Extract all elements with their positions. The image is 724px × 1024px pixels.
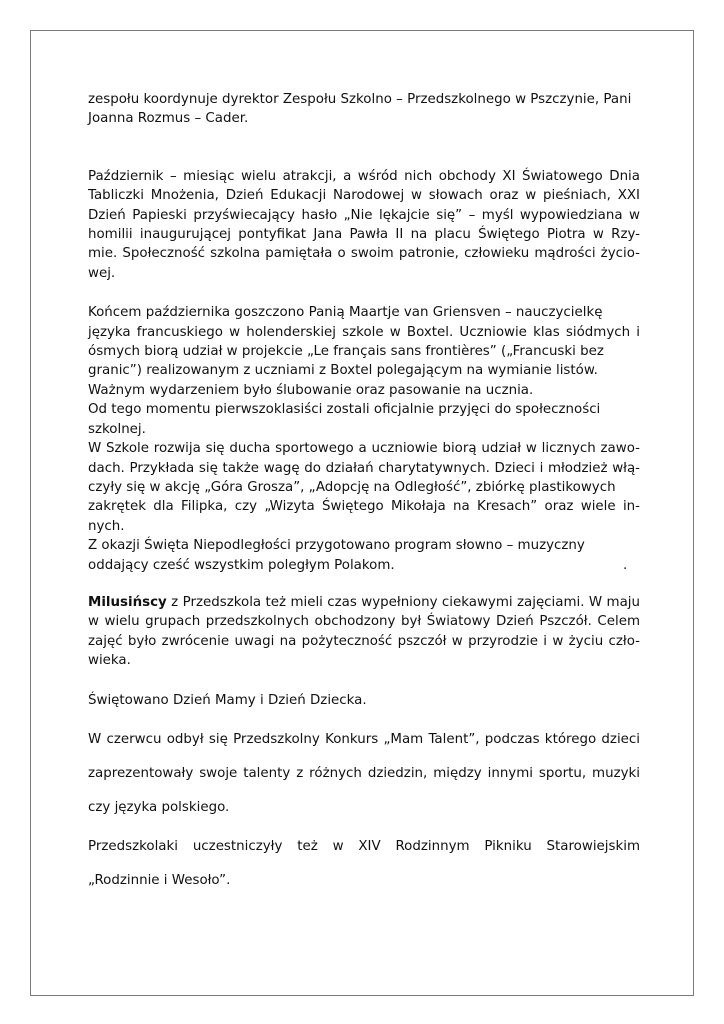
text-line-with-dot bbox=[88, 556, 640, 575]
text-line: mie. Społeczność szkolna pamiętała o swoim patronie, człowieku mądrości życio- bbox=[88, 246, 640, 262]
paragraph-picnic bbox=[88, 837, 640, 890]
text-line: Dzień Papieski przyświecający hasło „Nie lękajcie się” – myśl wypowiedziana w bbox=[88, 207, 640, 223]
text-line: Ważnym wydarzeniem było ślubowanie oraz pasowanie na ucznia. bbox=[88, 382, 534, 398]
text-line: Świętowano Dzień Mamy i Dzień Dziecka. bbox=[88, 692, 367, 708]
text-line bbox=[88, 593, 640, 612]
paragraph-celebrations bbox=[88, 691, 640, 710]
trailing-dot: . bbox=[623, 557, 628, 573]
text-line: Przedszkolaki uczestniczyły też w XIV Rodzinnym Pikniku Starowiejskim bbox=[88, 838, 640, 854]
text-line: nych. bbox=[88, 518, 125, 534]
paragraph-october bbox=[88, 167, 640, 283]
text-line: Końcem października goszczono Panią Maartje van Griensven – nauczycielkę bbox=[88, 305, 603, 321]
text-line: homilii inaugurującej pontyfikat Jana Pawła II na placu Świętego Piotra w Rzy- bbox=[88, 227, 640, 243]
text-line: zaprezentowały swoje talenty z różnych dziedzin, między innymi sportu, muzyki bbox=[88, 765, 640, 781]
text-line: szkolnej. bbox=[88, 421, 146, 437]
text-line: W czerwcu odbył się Przedszkolny Konkurs „Mam Talent”, podczas którego dzieci bbox=[88, 731, 640, 747]
text-line: zakrętek dla Filipka, czy „Wizyta Świętego Mikołaja na Kresach” oraz wiele in- bbox=[88, 499, 640, 515]
text-line: czyły się w akcję „Góra Grosza”, „Adopcję na Odległość”, zbiórkę plastikowych bbox=[88, 479, 616, 495]
text-line: Październik – miesiąc wielu atrakcji, a wśród nich obchody XI Światowego Dnia bbox=[88, 168, 640, 184]
text-line: Z okazji Święta Niepodległości przygotowano program słowno – muzyczny bbox=[88, 538, 585, 554]
text-line: Od tego momentu pierwszoklasiści zostali oficjalnie przyjęci do społeczności bbox=[88, 402, 601, 418]
paragraph-talent-contest bbox=[88, 730, 640, 817]
text-line: oddający cześć wszystkim poległym Polakom. bbox=[88, 557, 395, 573]
text-line: w wielu grupach przedszkolnych obchodzony był Światowy Dzień Pszczół. Celem bbox=[88, 614, 640, 630]
text-line: zajęć było zwrócenie uwagi na pożyteczność pszczół w przyrodzie i w życiu czło- bbox=[88, 633, 640, 649]
paragraph-kindergarten bbox=[88, 593, 640, 671]
text-line: W Szkole rozwija się ducha sportowego a uczniowie biorą udział w licznych zawo- bbox=[88, 441, 640, 457]
text-line: granic”) realizowanym z uczniami z Boxtel polegającym na wymianie listów. bbox=[88, 363, 598, 379]
text-line: ósmych biorą udział w projekcie „Le français sans frontières” („Francuski bez bbox=[88, 344, 604, 360]
text-line: Tabliczki Mnożenia, Dzień Edukacji Narodowej w słowach oraz w pieśniach, XXI bbox=[88, 188, 640, 204]
text-line: Joanna Rozmus – Cader. bbox=[88, 111, 249, 127]
paragraph-coordination bbox=[88, 90, 640, 129]
text-fragment: z Przedszkola też mieli czas wypełniony ciekawymi zajęciami. W maju bbox=[166, 594, 640, 610]
text-line: „Rodzinnie i Wesoło”. bbox=[88, 872, 231, 888]
text-line: wieka. bbox=[88, 653, 131, 669]
paragraph-events bbox=[88, 303, 640, 575]
bold-lead-word: Milusińscy bbox=[88, 594, 167, 610]
text-line: języka francuskiego w holenderskiej szkole w Boxtel. Uczniowie klas siódmych i bbox=[88, 324, 640, 340]
text-line: wej. bbox=[88, 265, 116, 281]
text-line: czy języka polskiego. bbox=[88, 799, 230, 815]
text-line: dach. Przykłada się także wagę do działań charytatywnych. Dzieci i młodzież włą- bbox=[88, 460, 640, 476]
document-body bbox=[88, 90, 640, 890]
text-line: zespołu koordynuje dyrektor Zespołu Szkolno – Przedszkolnego w Pszczynie, Pani bbox=[88, 92, 632, 107]
